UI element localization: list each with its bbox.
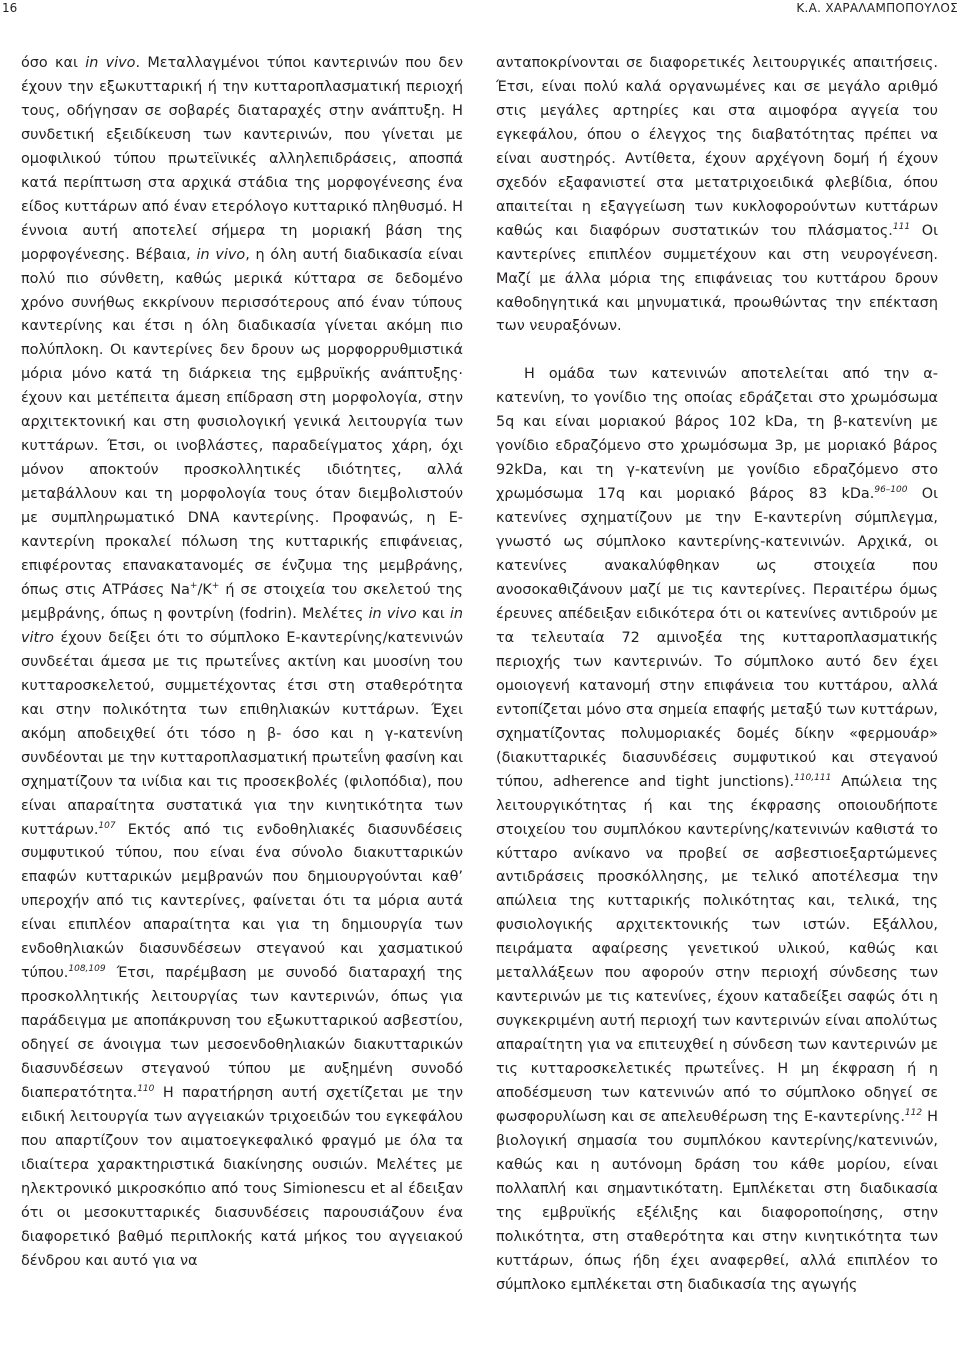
right-paragraph-1: ανταποκρίνονται σε διαφορετικές λειτουργικές απαιτήσεις. Έτσι, είναι πολύ καλά οργανωμένες και σε μεγάλο αριθμό στις μεγάλες αρτηρίες και στα αιμοφόρα αγγεία του εγκεφάλου, όπου ο έλεγχος της διαβατότητας πρέπει να είναι αυστηρός. Αντίθετα, έχουν αρχέγονη δομή ή έχουν σχεδόν εξαφανιστεί στα μετατριχοειδικά φλεβίδια, όπου απαιτείται η εξαγγείωση των κυκλοφορούντων κυττάρων καθώς και διαφόρων συστατικών του πλάσματος.$^{111}$ Οι καντερίνες επιπλέον συμμετέχουν και στη νευρογένεση. Μαζί με άλλα μόρια της επιφάνειας του κυττάρου δρουν καθοδηγητικά και μηνυματικά, προωθώντας την επέκταση των νευραξόνων. bbox=[496, 55, 938, 335]
citation-ref: 108,109 bbox=[68, 964, 106, 975]
running-head: Κ.Α. ΧΑΡΑΛΑΜΠΟΠΟΥΛΟΣ bbox=[796, 1, 958, 15]
page-number: 16 bbox=[2, 1, 18, 15]
superscript-plus: + bbox=[211, 581, 220, 592]
citation-ref: 110 bbox=[137, 1084, 155, 1095]
citation-ref: 110,111 bbox=[794, 772, 832, 783]
right-column bbox=[496, 52, 938, 1298]
right-paragraph-2: Η ομάδα των κατενινών αποτελείται από την α-κατενίνη, το γονίδιο της οποίας εδράζεται στο χρωμόσωμα 5q και είναι μοριακού βάρος 102 kDa, τη β-κατενίνη με γονίδιο εδραζόμενο στο χρωμόσωμα 3p, με μοριακό βάρος 92kDa, και τη γ-κατενίνη με γονίδιο εδραζόμενο στο χρωμόσωμα 17q και μοριακό βάρος 83 kDa.$^{96-100}$ Οι κατενίνες σχηματίζουν με την Ε-καντερίνη σύμπλεγμα, γνωστό ως σύμπλοκο καντερίνης-κατενινών. Αρχικά, οι κατενίνες ανακαλύφθηκαν ως στοιχεία που ανοσοκαθιζάνουν μαζί με τις καντερίνες. Περαιτέρω όμως έρευνες απέδειξαν ειδικότερα ότι οι κατενίνες αντιδρούν με τα τελευταία 72 αμινοξέα της κυτταροπλασματικής περιοχής των καντερινών. Το σύμπλοκο αυτό δεν έχει ομοιογενή κατανομή στην επιφάνεια του κυττάρου, αλλά εντοπίζεται μόνο στα σημεία επαφής μεταξύ των κυττάρων, σχηματίζοντας πολυμοριακές δομές δίκην «φερμουάρ» (διακυτταρικές διασυνδέσεις συμφυτικού και στεγανού τύπου, adherence and tight junctions).$^{110,111}$ Απώλεια της λειτουργικότητας ή και της έκφρασης οποιουδήποτε στοιχείου του συμπλόκου καντερίνης/κατενινών καθιστά το κύτταρο ανίκανο να προβεί σε ασβεστιοεξαρτώμενες αντιδράσεις προσκόλλησης, με τελικό αποτέλεσμα την απώλεια της κυτταρικής πολικότητας και, τελικά, της φυσιολογικής αρχιτεκτονικής των ιστών. Εξάλλου, πειράματα αφαίρεσης γενετικού υλικού, καθώς και μεταλλάξεων που αφορούν στην περιοχή σύνδεσης των καντερινών με τις κατενίνες, έχουν καταδείξει σαφώς ότι η συγκεκριμένη αυτή περιοχή των καντερινών είναι απολύτως απαραίτητη για να επιτευχθεί η σύνδεση των καντερινών με τις κυτταροσκελετικές πρωτεΐνες. Η μη έκφραση ή η αποδέσμευση των κατενινών από το σύμπλοκο οδηγεί σε φωσφορυλίωση και σε απελευθέρωση της Ε-καντερίνης.$^{112}$ Η βιολογική σημασία του συμπλόκου καντερίνης/κατενινών, καθώς και η αυτόνομη δράση του κάθε μορίου, είναι πολλαπλή και σημαντικότατη. Εμπλέκεται στη διαδικασία της εμβρυϊκής εξέλιξης και διαφοροποίησης, στην πολικότητα, στη σταθερότητα και στην κινητικότητα των κυττάρων, όπως ήδη έχει αναφερθεί, αλλά επιπλέον το σύμπλοκο εμπλέκεται στη διαδικασία της αγωγής bbox=[496, 366, 938, 1293]
citation-ref: 112 bbox=[904, 1108, 923, 1119]
citation-ref: 107 bbox=[98, 820, 116, 831]
citation-ref: 111 bbox=[892, 221, 911, 232]
citation-ref: 96–100 bbox=[874, 485, 908, 496]
superscript-plus: + bbox=[189, 581, 198, 592]
left-column bbox=[21, 52, 463, 1274]
left-paragraph: όσο και in vivo. Μεταλλαγμένοι τύποι καντερινών που δεν έχουν την εξωκυτταρική ή την κυτταροπλασματική περιοχή τους, οδήγησαν σε σοβαρές διαταραχές στην ανάπτυξη. Η συνδετική εξειδίκευση των καντερινών, που γίνεται με ομοφιλικού τύπου πρωτεϊνικές αλληλεπιδράσεις, αποσπά κατά περίπτωση στα αρχικά στάδια της μορφογένεσης ένα είδος κυττάρων από έναν ετερόλογο κυτταρικό πληθυσμό. Η έννοια αυτή αποτελεί σήμερα τη μοριακή βάση της μορφογένεσης. Βέβαια, in vivo, η όλη αυτή διαδικασία είναι πολύ πιο σύνθετη, καθώς μερικά κύτταρα σε δεδομένο χρόνο συνήθως εκκρίνουν περισσότερους από έναν τύπους καντερίνης και έτσι η όλη διαδικασία γίνεται ακόμη πιο πολύπλοκη. Οι καντερίνες δεν δρουν ως μορφορρυθμιστικά μόρια μόνο κατά τη διάρκεια της εμβρυϊκής ανάπτυξης· έχουν και μετέπειτα άμεση επίδραση στη μορφολογία, στην αρχιτεκτονική και στη φυσιολογική γενικά λειτουργία των κυττάρων. Έτσι, οι ινοβλάστες, παραδείγματος χάρη, όχι μόνον αποκτούν προσκολλητικές ιδιότητες, αλλά μεταβάλλουν και τη μορφολογία τους όταν διεμβολιστούν με συμπληρωματικό DNA καντερίνης. Προφανώς, η Ε-καντερίνη προκαλεί πόλωση της κυτταρικής επιφάνειας, επιφέροντας επανακατανομές σε ένζυμα της μεμβράνης, όπως στις ΑΤΡάσες Na+/K+ ή σε στοιχεία του σκελετού της μεμβράνης, όπως η φοντρίνη (fodrin). Μελέτες in vivo και in vitro έχουν δείξει ότι το σύμπλοκο Ε-καντερίνης/κατενινών συνδεέται άμεσα με τις πρωτεΐνες ακτίνη και μυοσίνη του κυτταροσκελετού, συμμετέχοντας έτσι στη σταθερότητα και στην πολικότητα των επιθηλιακών κυττάρων. Έχει ακόμη αποδειχθεί ότι τόσο η β- όσο και η γ-κατενίνη συνδέονται με την κυτταροπλασματική πρωτεΐνη φασίνη και σχηματίζουν τα ινίδια και τις προσεκβολές (φιλοπόδια), που είναι απαραίτητα συστατικά για την κινητικότητα των κυττάρων.$^{107}$ Εκτός από τις ενδοθηλιακές διασυνδέσεις συμφυτικού τύπου, που είναι ένα σύνολο διακυτταρικών επαφών κυτταρικών μεμβρανών που δημιουργούνται καθ’ υπεροχήν από τις καντερίνες, φαίνεται ότι τα μόρια αυτά είναι επιπλέον απαραίτητα και για τη δημιουργία των ενδοθηλιακών διασυνδέσεων στεγανού και χασματικού τύπου.$^{108,109}$ Έτσι, παρέμβαση με συνοδό διαταραχή της προσκολλητικής λειτουργίας των καντερινών, όπως για παράδειγμα με αποπάκρυνση του εξωκυτταρικού ασβεστίου, οδηγεί σε άνοιγμα των μεσοενδοθηλιακών διακυτταρικών διασυνδέσεων στεγανού τύπου με αυξημένη συνοδό διαπερατότητα.$^{110}$ Η παρατήρηση αυτή σχετίζεται με την ειδική λειτουργία των αγγειακών τριχοειδών του εγκεφάλου που απαρτίζουν τον αιματοεγκεφαλικό φραγμό με όλα τα ιδιαίτερα χαρακτηριστικά διακίνησης ουσιών. Μελέτες με ηλεκτρονικό μικροσκόπιο από τους Simionescu et al έδειξαν ότι οι μεσοκυτταρικές διασυνδέσεις παρουσιάζουν ένα διαφορετικό βαθμό περιπλοκής κατά μήκος του αγγειακού δένδρου και αυτό για να bbox=[21, 55, 463, 1269]
